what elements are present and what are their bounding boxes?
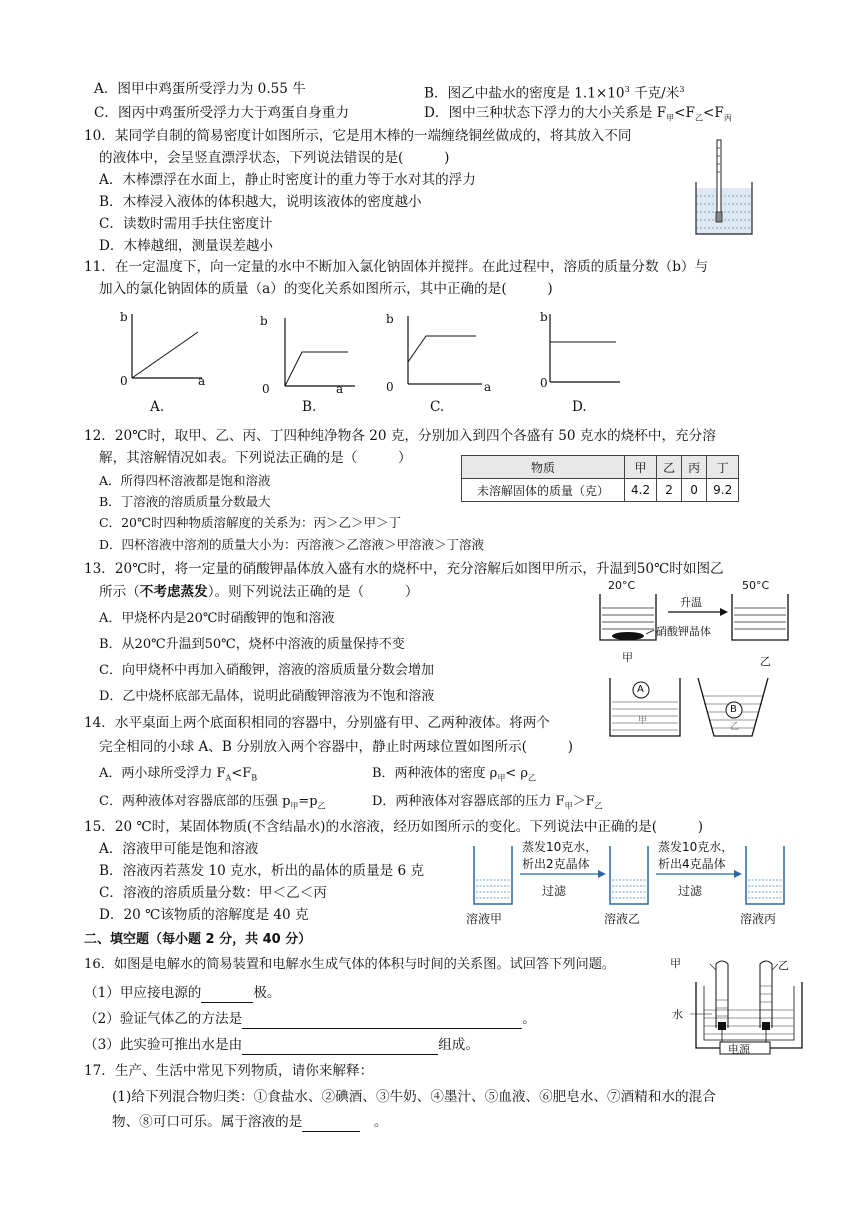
q11-b-origin: 0 bbox=[262, 382, 270, 396]
q11-a-origin: 0 bbox=[120, 374, 128, 388]
q10-option-a: A．木棒漂浮在水面上，静止时密度计的重力等于水对其的浮力 bbox=[99, 172, 476, 188]
q13-option-c: C．向甲烧杯中再加入硝酸钾，溶液的溶质质量分数会增加 bbox=[99, 663, 434, 678]
table-cell: 2 bbox=[657, 479, 682, 502]
q15-fig-step1-top: 蒸发10克水， bbox=[522, 840, 598, 854]
table-cell: 9.2 bbox=[707, 479, 739, 502]
q15-option-b: B．溶液丙若蒸发 10 克水，析出的晶体的质量是 6 克 bbox=[99, 863, 425, 879]
q9-option-c: C．图丙中鸡蛋所受浮力大于鸡蛋自身重力 bbox=[94, 105, 350, 121]
q11-a-axis-b: b bbox=[120, 310, 128, 324]
q17-blank-1[interactable] bbox=[302, 1117, 360, 1132]
q15-option-d: D．20 ℃该物质的溶解度是 40 克 bbox=[99, 907, 309, 923]
q12-stem-line2: 解，其溶解情况如表。下列说法正确的是（ ） bbox=[99, 450, 412, 466]
q15-process-figure bbox=[470, 842, 790, 912]
q14-option-b: B．两种液体的密度 $\rho_甲< \rho_乙$ bbox=[372, 766, 537, 783]
q11-b-axis-a: a bbox=[336, 382, 344, 396]
q11-c-origin: 0 bbox=[386, 380, 394, 394]
q17-part1-line2: 物、⑧可口可乐。属于溶液的是 。 bbox=[112, 1114, 388, 1130]
q13-fig-yi: 乙 bbox=[760, 655, 771, 668]
q13-fig-temp-50: 50°C bbox=[742, 579, 770, 592]
q14-fig-ball-a: A bbox=[637, 684, 644, 695]
q13-stem-line2: 所示（不考虑蒸发）。则下列说法正确的是（ ） bbox=[99, 584, 419, 600]
q13-fig-jia: 甲 bbox=[622, 651, 633, 664]
q12-stem-line1: 12．20℃时，取甲、乙、丙、丁四种纯净物各 20 克，分别加入到四个各盛有 50 克水的烧杯中，充分溶 bbox=[84, 428, 716, 444]
q11-d-origin: 0 bbox=[540, 376, 548, 390]
q16-part2: （2）验证气体乙的方法是 。 bbox=[84, 1011, 536, 1027]
q16-fig-jia: 甲 bbox=[670, 957, 681, 970]
section-heading: 二、填空题（每小题 2 分，共 40 分） bbox=[84, 932, 312, 947]
q15-fig-solution-jia: 溶液甲 bbox=[466, 912, 503, 926]
table-cell: 0 bbox=[682, 479, 707, 502]
q15-option-a: A．溶液甲可能是饱和溶液 bbox=[99, 841, 259, 857]
table-header-cell: 物质 bbox=[462, 456, 625, 479]
q11-stem-line1: 11．在一定温度下，向一定量的水中不断加入氯化钠固体并搅拌。在此过程中，溶质的质量分数（b）与 bbox=[84, 259, 709, 275]
q14-option-c: C．两种液体对容器底部的压强 $p_甲=p_乙$ bbox=[99, 794, 326, 811]
q12-option-a: A．所得四杯溶液都是饱和溶液 bbox=[99, 473, 271, 488]
q16-part1: （1）甲应接电源的 极。 bbox=[84, 985, 281, 1001]
q11-label-d: D. bbox=[572, 399, 587, 415]
q12-option-c: C．20℃时四种物质溶解度的关系为：丙＞乙＞甲＞丁 bbox=[99, 515, 401, 530]
q15-stem: 15．20 ℃时，某固体物质(不含结晶水)的水溶液，经历如图所示的变化。下列说法中正确的是( ) bbox=[84, 819, 704, 835]
q14-fig-yi: 乙 bbox=[730, 722, 740, 732]
q13-fig-crystal-label: 硝酸钾晶体 bbox=[656, 625, 711, 638]
q12-solubility-table bbox=[461, 455, 739, 502]
q12-option-b: B．丁溶液的溶质质量分数最大 bbox=[99, 494, 271, 509]
q15-fig-step2-mid: 析出4克晶体 bbox=[658, 857, 726, 871]
q15-fig-step1-bot: 过滤 bbox=[542, 884, 567, 898]
q16-blank-1[interactable] bbox=[201, 988, 253, 1003]
q16-fig-water: 水 bbox=[672, 1008, 683, 1021]
table-header-cell: 乙 bbox=[657, 456, 682, 479]
q11-c-axis-b: b bbox=[386, 312, 394, 326]
q10-option-d: D．木棒越细，测量误差越小 bbox=[99, 238, 274, 254]
table-header-cell: 甲 bbox=[625, 456, 657, 479]
q14-stem-line2: 完全相同的小球 A、B 分别放入两个容器中，静止时两球位置如图所示( ) bbox=[99, 739, 574, 755]
q16-blank-2[interactable] bbox=[242, 1014, 522, 1029]
q15-fig-step2-top: 蒸发10克水， bbox=[658, 840, 734, 854]
q12-option-d: D．四杯溶液中溶剂的质量大小为：丙溶液＞乙溶液＞甲溶液＞丁溶液 bbox=[99, 537, 485, 552]
q11-graphs bbox=[110, 308, 630, 414]
q14-container-figure bbox=[604, 676, 774, 742]
q13-option-b: B．从20℃升温到50℃，烧杯中溶液的质量保持不变 bbox=[99, 637, 405, 652]
q9-option-a: A．图甲中鸡蛋所受浮力为 0.55 牛 bbox=[94, 81, 306, 97]
q11-b-axis-b: b bbox=[260, 314, 268, 328]
table-header-cell: 丙 bbox=[682, 456, 707, 479]
q9-option-d: D．图中三种状态下浮力的大小关系是 $F_甲<F_乙<F_丙$ bbox=[424, 105, 732, 123]
q11-label-b: B. bbox=[302, 399, 317, 415]
table-row bbox=[462, 479, 739, 502]
q16-fig-yi: 乙 bbox=[778, 959, 789, 972]
q13-stem-line1: 13．20℃时，将一定量的硝酸钾晶体放入盛有水的烧杯中，充分溶解后如图甲所示，升温到50℃时如图乙 bbox=[84, 561, 724, 577]
q11-stem-line2: 加入的氯化钠固体的质量（a）的变化关系如图所示，其中正确的是( ) bbox=[99, 281, 553, 297]
q11-label-c: C. bbox=[430, 399, 445, 415]
q13-fig-temp-20: 20°C bbox=[608, 579, 636, 592]
q15-option-c: C．溶液的溶质质量分数：甲＜乙＜丙 bbox=[99, 885, 327, 901]
q17-part1-line1: (1)给下列混合物归类：①食盐水、②碘酒、③牛奶、④墨汁、⑤血液、⑥肥皂水、⑦酒精和水的混合 bbox=[112, 1089, 716, 1105]
q13-option-d: D．乙中烧杯底部无晶体，说明此硝酸钾溶液为不饱和溶液 bbox=[99, 689, 435, 704]
q13-option-a: A．甲烧杯内是20℃时硝酸钾的饱和溶液 bbox=[99, 611, 335, 626]
q11-d-axis-b: b bbox=[540, 310, 548, 324]
q16-stem: 16．如图是电解水的简易装置和电解水生成气体的体积与时间的关系图。试回答下列问题。 bbox=[84, 957, 616, 972]
q10-option-b: B．木棒浸入液体的体积越大，说明该液体的密度越小 bbox=[99, 194, 422, 210]
q15-fig-solution-bing: 溶液丙 bbox=[740, 912, 777, 926]
q15-fig-solution-yi: 溶液乙 bbox=[604, 912, 641, 926]
q10-stem-line1: 10．某同学自制的简易密度计如图所示，它是用木棒的一端缠绕铜丝做成的，将其放入不同 bbox=[84, 128, 632, 144]
density-meter-figure bbox=[690, 138, 760, 238]
q14-stem-line1: 14．水平桌面上两个底面积相同的容器中，分别盛有甲、乙两种液体。将两个 bbox=[84, 715, 550, 731]
q14-fig-ball-b: B bbox=[730, 704, 737, 715]
q11-c-axis-a: a bbox=[484, 380, 492, 394]
q11-a-axis-a: a bbox=[198, 374, 206, 388]
q16-fig-power: 电源 bbox=[728, 1043, 750, 1056]
q17-stem: 17．生产、生活中常见下列物质，请你来解释： bbox=[84, 1063, 374, 1079]
q13-fig-arrow-label: 升温 bbox=[680, 596, 702, 609]
q16-blank-3[interactable] bbox=[242, 1040, 438, 1055]
q15-fig-step2-bot: 过滤 bbox=[678, 884, 703, 898]
table-cell: 4.2 bbox=[625, 479, 657, 502]
q16-electrolysis-figure bbox=[690, 956, 810, 1056]
q10-stem-line2: 的液体中，会呈竖直漂浮状态，下列说法错误的是( ) bbox=[99, 150, 450, 166]
q14-option-a: A．两小球所受浮力 $F_A<F_B$ bbox=[99, 766, 258, 783]
q9-option-b: B．图乙中盐水的密度是 $1.1\times 10^3$ 千克/米$^3$ bbox=[424, 85, 685, 102]
q10-option-c: C．读数时需用手扶住密度计 bbox=[99, 216, 273, 232]
table-header-cell: 丁 bbox=[707, 456, 739, 479]
q11-label-a: A. bbox=[150, 399, 165, 415]
table-header-row bbox=[462, 456, 739, 479]
q14-fig-jia: 甲 bbox=[638, 716, 648, 726]
q14-option-d: D．两种液体对容器底部的压力 $F_甲>F_乙$ bbox=[372, 794, 603, 811]
q15-fig-step1-mid: 析出2克晶体 bbox=[522, 857, 590, 871]
table-row-label: 未溶解固体的质量（克） bbox=[462, 479, 625, 502]
q16-part3: （3）此实验可推出水是由 组成。 bbox=[84, 1037, 479, 1053]
